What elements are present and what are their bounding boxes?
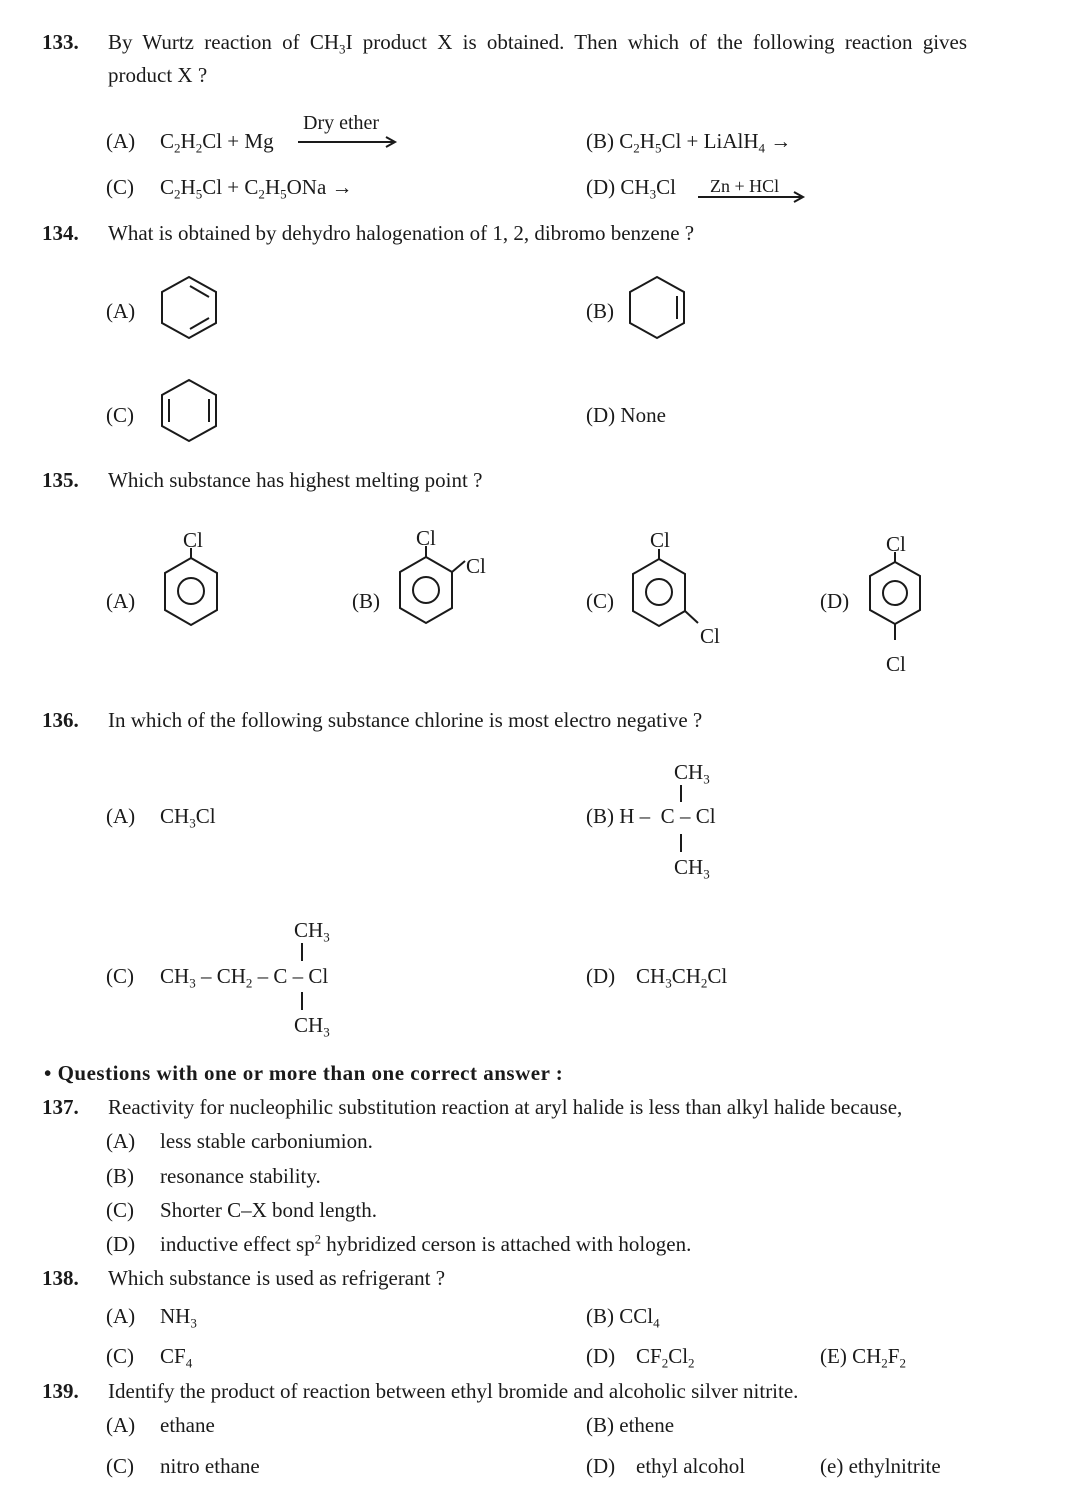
option-d[interactable]: (D) $CH_3Cl$ [586, 175, 676, 202]
bond-line [301, 943, 303, 961]
question-text-continued: product X ? [108, 63, 208, 87]
option-a-text: ethane [160, 1413, 215, 1437]
option-label-c[interactable]: (C) [106, 1454, 134, 1478]
substituent-label: Cl [886, 532, 906, 556]
methyl-group-bottom: $CH_3$ [674, 855, 710, 882]
bond-line [301, 992, 303, 1010]
option-label-d[interactable]: (D) [820, 589, 850, 613]
methyl-group-bottom: $CH_3$ [294, 1013, 330, 1040]
substituent-label: Cl [650, 528, 670, 552]
option-a-text: less stable carboniumion. [160, 1129, 373, 1153]
option-label-a[interactable]: (A) [106, 299, 136, 323]
question-number: 133. [42, 30, 79, 54]
option-label-c[interactable]: (C) [106, 964, 134, 988]
reaction-condition: Dry ether [303, 112, 380, 134]
option-label-a[interactable]: (A) [106, 804, 136, 828]
option-c-text: Shorter C–X bond length. [160, 1198, 377, 1222]
reaction-arrow-icon [298, 136, 398, 150]
para-dichlorobenzene-structure-icon [864, 552, 926, 652]
option-a-formula: $C_2H_2Cl + Mg$ [160, 129, 274, 156]
substituent-label: Cl [416, 526, 436, 550]
option-b[interactable]: (B) ethene [586, 1413, 675, 1437]
option-label-c[interactable]: (C) [106, 1344, 134, 1368]
option-b[interactable]: (B) CCl$_4$ [586, 1304, 660, 1331]
methyl-group-top: $CH_3$ [294, 918, 330, 945]
question-text: Which substance has highest melting point ? [108, 468, 483, 492]
arrow-icon: → [770, 129, 792, 153]
question-text: In which of the following substance chlorine is most electro negative ? [108, 708, 703, 732]
question-text: By Wurtz reaction of $CH_3I$ product X is obtained. Then which of the following reaction gives [108, 30, 968, 57]
question-number: 135. [42, 468, 79, 492]
cyclohexadiene-13-structure-icon [160, 275, 222, 345]
chlorobenzene-structure-icon [160, 548, 222, 628]
option-d-formula: $CH_3CH_2Cl$ [636, 964, 728, 991]
option-label-a[interactable]: (A) [106, 589, 136, 613]
option-label-b[interactable]: (B) [106, 1164, 134, 1188]
option-b-text: resonance stability. [160, 1164, 321, 1188]
bond-line [680, 785, 682, 802]
bond-line [680, 834, 682, 852]
question-number: 134. [42, 221, 79, 245]
option-label-d[interactable]: (D) [586, 1344, 616, 1368]
substituent-label: Cl [886, 652, 906, 676]
option-label-d[interactable]: (D) [586, 1454, 616, 1478]
option-label-b[interactable]: (B) [586, 299, 614, 323]
reaction-arrow-icon [698, 191, 806, 205]
option-label-a[interactable]: (A) [106, 1304, 136, 1328]
option-label-d[interactable]: (D) [586, 964, 616, 988]
question-text: Which substance is used as refrigerant ? [108, 1266, 446, 1290]
option-c-formula: $C_2H_5Cl + C_2H_5ONa$ → [160, 175, 353, 202]
option-e[interactable]: (e) ethylnitrite [820, 1454, 941, 1478]
option-c-formula: $CF_4$ [160, 1344, 193, 1371]
arrow-icon: → [331, 175, 353, 199]
option-label-c[interactable]: (C) [106, 175, 134, 199]
question-text: Identify the product of reaction between ethyl bromide and alcoholic silver nitrite. [108, 1379, 799, 1403]
option-d-text: inductive effect $sp^2$ hybridized cerson is attached with hologen. [160, 1232, 692, 1256]
substituent-label: Cl [183, 528, 203, 552]
substituent-label: Cl [700, 624, 720, 648]
question-number: 137. [42, 1095, 79, 1119]
question-text: Reactivity for nucleophilic substitution reaction at aryl halide is less than alkyl halide because, [108, 1095, 903, 1119]
option-d[interactable]: (D) None [586, 403, 666, 427]
substituent-label: Cl [466, 554, 486, 578]
option-b[interactable]: (B) H – C – Cl [586, 804, 716, 828]
option-label-c[interactable]: (C) [106, 403, 134, 427]
option-label-b[interactable]: (B) [352, 589, 380, 613]
section-heading: • Questions with one or more than one correct answer : [44, 1061, 564, 1085]
option-b[interactable]: (B) $C_2H_5Cl$ + LiAlH$_4$ → [586, 129, 792, 156]
option-label-c[interactable]: (C) [586, 589, 614, 613]
cyclohexene-structure-icon [628, 275, 690, 345]
option-a-formula: $NH_3$ [160, 1304, 197, 1331]
reaction-condition: Zn + HCl [710, 176, 780, 196]
option-label-a[interactable]: (A) [106, 1413, 136, 1437]
question-number: 139. [42, 1379, 79, 1403]
option-e[interactable]: (E) $CH_2F_2$ [820, 1344, 906, 1371]
option-label-a[interactable]: (A) [106, 1129, 136, 1153]
option-d-formula: $CF_2Cl_2$ [636, 1344, 695, 1371]
methyl-group-top: $CH_3$ [674, 760, 710, 787]
option-d-text: ethyl alcohol [636, 1454, 746, 1478]
ortho-dichlorobenzene-structure-icon [395, 546, 475, 628]
question-text: What is obtained by dehydro halogenation of 1, 2, dibromo benzene ? [108, 221, 695, 245]
option-label-d[interactable]: (D) [106, 1232, 136, 1256]
meta-dichlorobenzene-structure-icon [628, 549, 708, 631]
cyclohexadiene-14-structure-icon [160, 378, 222, 448]
question-number: 138. [42, 1266, 79, 1290]
option-label-c[interactable]: (C) [106, 1198, 134, 1222]
option-label-a[interactable]: (A) [106, 129, 136, 153]
option-c-text: nitro ethane [160, 1454, 260, 1478]
option-a-formula: $CH_3Cl$ [160, 804, 216, 831]
option-c-formula: $CH_3 - CH_2$ – C – Cl [160, 964, 329, 991]
question-number: 136. [42, 708, 79, 732]
